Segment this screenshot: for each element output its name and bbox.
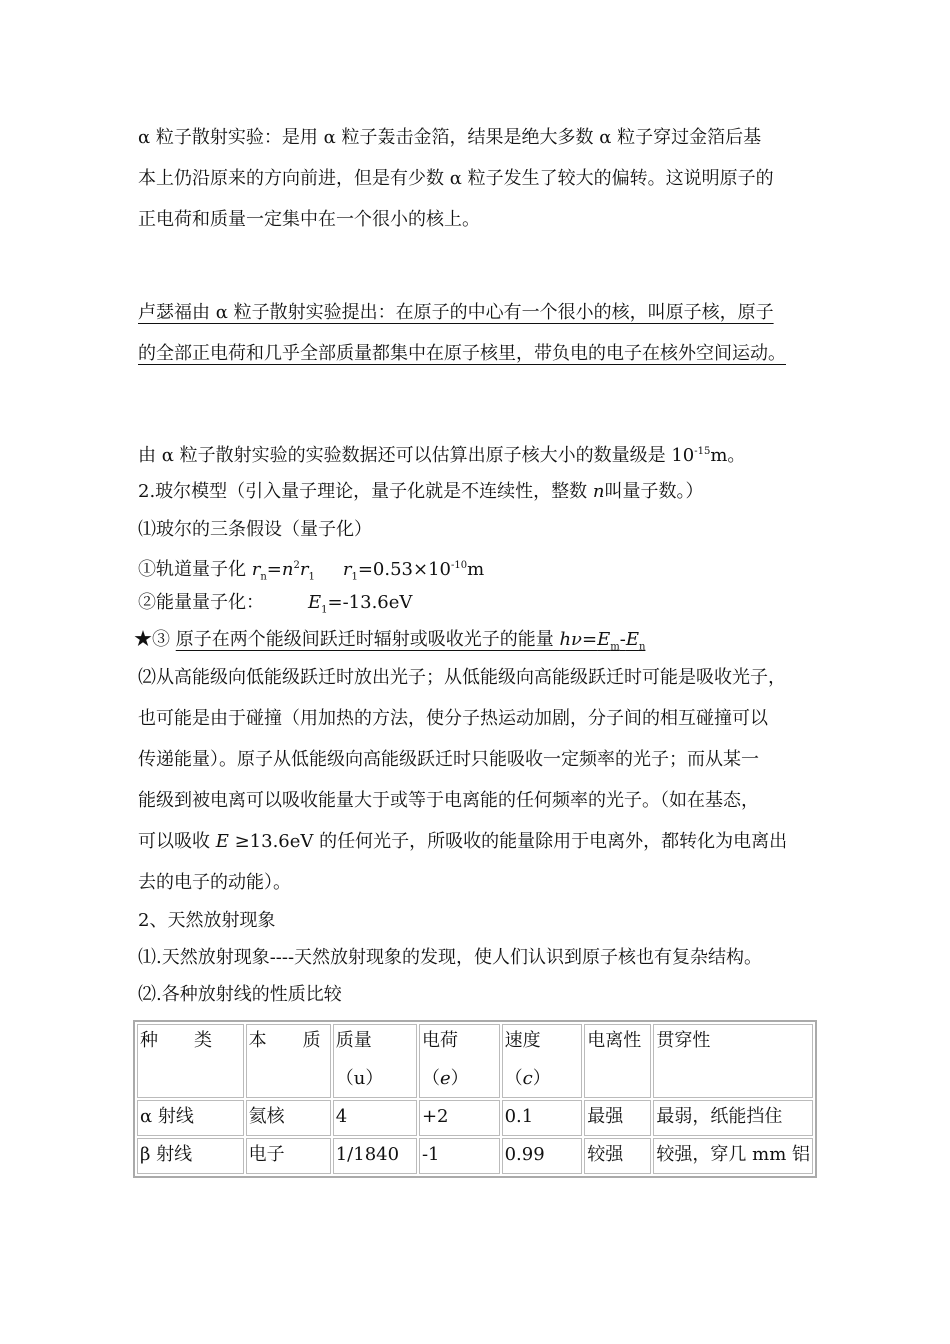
cell-speed: 0.1 bbox=[502, 1100, 583, 1136]
rutherford-model-line-1: 卢瑟福由 α 粒子散射实验提出：在原子的中心有一个很小的核，叫原子核，原子 bbox=[138, 302, 774, 323]
cell-charge: -1 bbox=[419, 1138, 500, 1174]
radioactivity-discovery-line: ⑴.天然放射现象----天然放射现象的发现，使人们认识到原子核也有复杂结构。 bbox=[138, 947, 763, 968]
cell-penetration: 较强，穿几 mm 铝 bbox=[653, 1138, 813, 1174]
alpha-scattering-line-1: α 粒子散射实验：是用 α 粒子轰击金箔，结果是绝大多数 α 粒子穿过金箔后基 bbox=[138, 127, 762, 148]
cell-charge: +2 bbox=[419, 1100, 500, 1136]
cell-mass: 4 bbox=[333, 1100, 417, 1136]
transition-paragraph-line-1: ⑵从高能级向低能级跃迁时放出光子；从低能级向高能级跃迁时可能是吸收光子， bbox=[138, 667, 786, 688]
cell-nature: 氦核 bbox=[246, 1100, 331, 1136]
header-ionization: 电离性 bbox=[584, 1024, 651, 1098]
cell-penetration: 最弱，纸能挡住 bbox=[653, 1100, 813, 1136]
cell-mass: 1/1840 bbox=[333, 1138, 417, 1174]
nucleus-size-line: 由 α 粒子散射实验的实验数据还可以估算出原子核大小的数量级是 $10^{-15}m$。 bbox=[138, 445, 746, 466]
alpha-scattering-line-3: 正电荷和质量一定集中在一个很小的核上。 bbox=[138, 209, 480, 230]
transition-paragraph-line-5: 可以吸收 E ≥13.6eV 的任何光子，所吸收的能量除用于电离外，都转化为电离出 bbox=[138, 831, 788, 852]
transition-paragraph-line-6: 去的电子的动能）。 bbox=[138, 872, 291, 893]
star-icon: ★ bbox=[134, 629, 152, 650]
alpha-scattering-line-2: 本上仍沿原来的方向前进，但是有少数 α 粒子发生了较大的偏转。这说明原子的 bbox=[138, 168, 774, 189]
radioactivity-heading: 2、天然放射现象 bbox=[138, 910, 276, 931]
radiation-comparison-subheading: ⑵.各种放射线的性质比较 bbox=[138, 984, 342, 1005]
radiation-properties-table bbox=[133, 1020, 817, 1178]
transition-paragraph-line-4: 能级到被电离可以吸收能量大于或等于电离能的任何频率的光子。（如在基态， bbox=[138, 790, 759, 811]
rutherford-model-line-2: 的全部正电荷和几乎全部质量都集中在原子核里，带负电的电子在核外空间运动。 bbox=[138, 343, 786, 364]
table-header-row bbox=[137, 1024, 813, 1098]
header-charge: 电荷 （e） bbox=[419, 1024, 500, 1098]
bohr-model-heading: 2.玻尔模型（引入量子理论，量子化就是不连续性，整数 n叫量子数。） bbox=[138, 481, 704, 502]
table-row bbox=[137, 1138, 813, 1174]
transition-energy-line: ★③ 原子在两个能级间跃迁时辐射或吸收光子的能量 $h\nu=E_m-E_n$ bbox=[134, 629, 646, 653]
header-speed: 速度 （c） bbox=[502, 1024, 583, 1098]
cell-nature: 电子 bbox=[246, 1138, 331, 1174]
bohr-assumptions-subheading: ⑴玻尔的三条假设（量子化） bbox=[138, 519, 372, 540]
transition-paragraph-line-2: 也可能是由于碰撞（用加热的方法，使分子热运动加剧，分子间的相互碰撞可以 bbox=[138, 708, 768, 729]
cell-speed: 0.99 bbox=[502, 1138, 583, 1174]
header-penetration: 贯穿性 bbox=[653, 1024, 813, 1098]
transition-paragraph-line-3: 传递能量）。原子从低能级向高能级跃迁时只能吸收一定频率的光子；而从某一 bbox=[138, 749, 759, 770]
header-kind: 种 类 bbox=[137, 1024, 244, 1098]
cell-ionization: 较强 bbox=[584, 1138, 651, 1174]
table-row bbox=[137, 1100, 813, 1136]
header-nature: 本 质 bbox=[246, 1024, 331, 1098]
orbit-quantization-line: ①轨道量子化 $r_n=n^2r_1$ $r_1=0.53\times 10^{-10}m$ bbox=[138, 559, 485, 583]
cell-kind: β 射线 bbox=[137, 1138, 244, 1174]
energy-quantization-line: ②能量量子化： $E_1=-13.6eV$ bbox=[138, 592, 413, 616]
cell-ionization: 最强 bbox=[584, 1100, 651, 1136]
cell-kind: α 射线 bbox=[137, 1100, 244, 1136]
header-mass: 质量 （u） bbox=[333, 1024, 417, 1098]
